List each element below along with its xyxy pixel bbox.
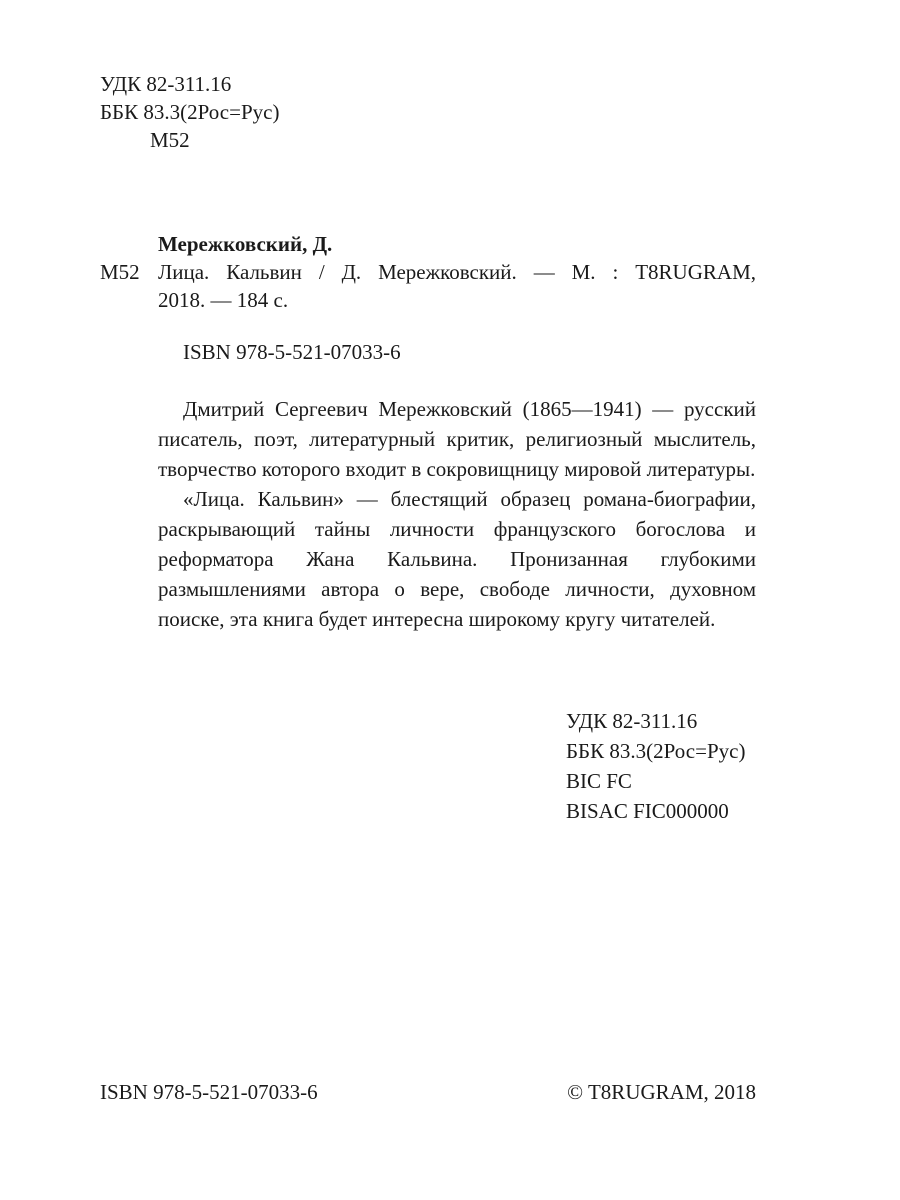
classification-bbk: ББК 83.3(2Рос=Рус) [566, 739, 746, 763]
annotation-paragraph-book: «Лица. Кальвин» — блестящий образец романа-биографии, раскрывающий тайны личности французского богослова и реформатора Жана Кальвина. Пронизанная глубокими размышлениями автора о вере, свободе личности, духовном поиске, эта книга будет интересна широкому кругу читателей. [158, 487, 756, 631]
catalog-entry-description [158, 258, 756, 314]
classification-bisac: BISAC FIC000000 [566, 799, 729, 823]
catalog-isbn: ISBN 978-5-521-07033-6 [183, 340, 401, 364]
footer-isbn: ISBN 978-5-521-07033-6 [100, 1080, 318, 1104]
annotation [158, 394, 756, 634]
udk-code: УДК 82-311.16 [100, 72, 232, 96]
catalog-publication-line: 2018. — 184 с. [158, 288, 289, 312]
top-classification-codes [100, 70, 279, 154]
bbk-code: ББК 83.3(2Рос=Рус) [100, 100, 280, 124]
classification-block [566, 706, 745, 826]
author-mark: М52 [150, 128, 190, 152]
catalog-title-line: Лица. Кальвин / Д. Мережковский. — М. : T8RUGRAM, [158, 260, 756, 284]
catalog-author: Мережковский, Д. [158, 232, 333, 256]
catalog-author-mark: М52 [100, 260, 140, 284]
annotation-paragraph-author: Дмитрий Сергеевич Мережковский (1865—1941) — русский писатель, поэт, литературный критик, религиозный мыслитель, творчество которого входит в сокровищницу мировой литературы. [158, 397, 756, 481]
classification-udk: УДК 82-311.16 [566, 709, 698, 733]
footer-copyright: © T8RUGRAM, 2018 [567, 1080, 756, 1104]
classification-bic: BIC FC [566, 769, 632, 793]
